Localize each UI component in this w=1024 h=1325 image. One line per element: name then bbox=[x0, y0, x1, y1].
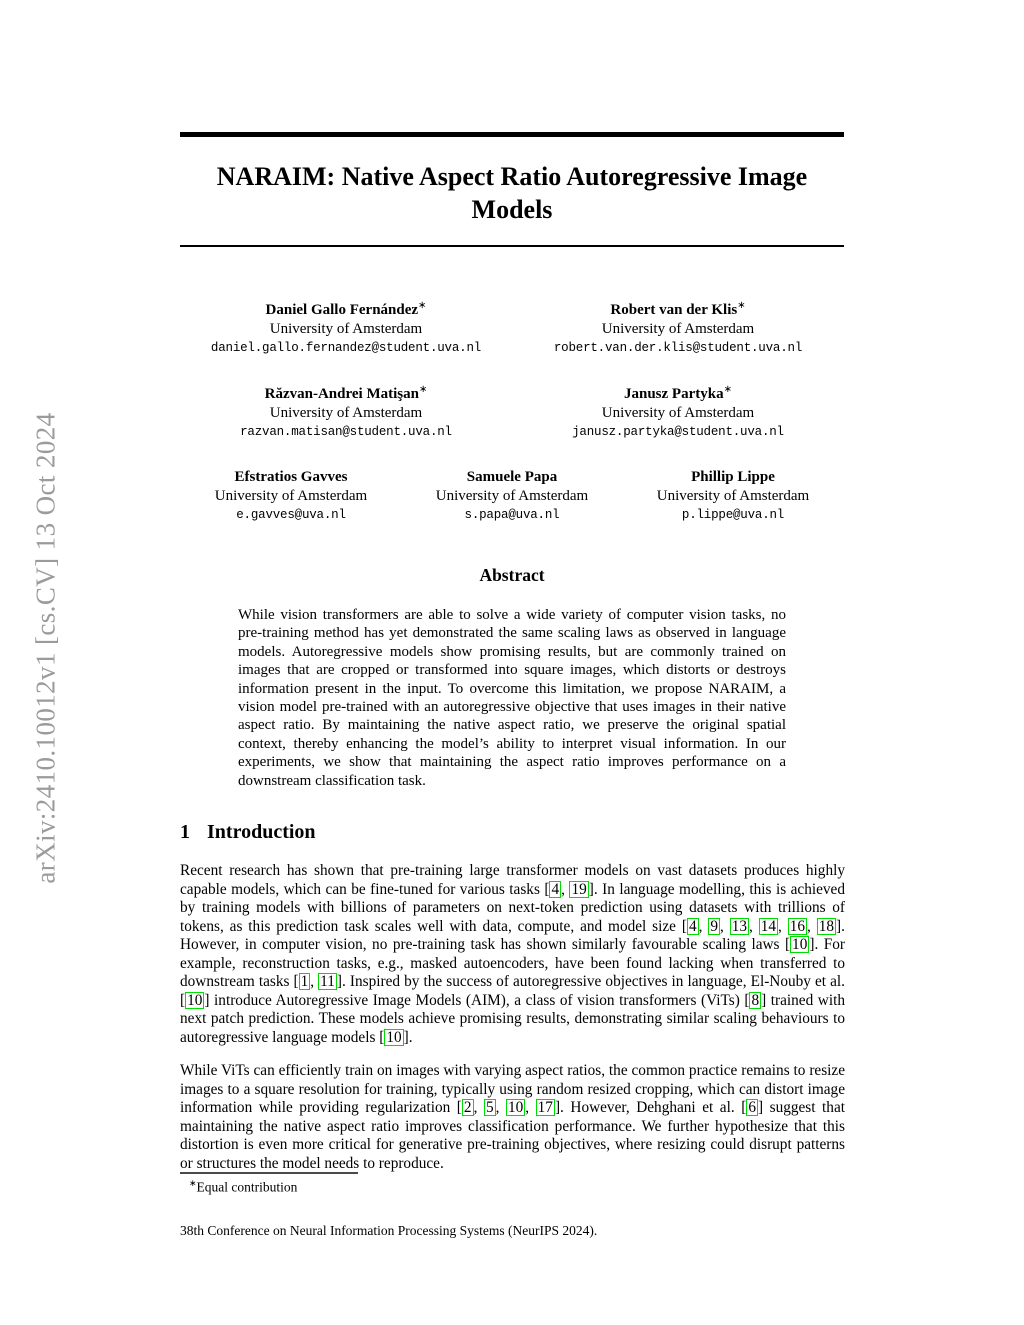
author-email: p.lippe@uva.nl bbox=[681, 508, 785, 522]
author-block bbox=[181, 463, 402, 525]
citation-link[interactable]: 13 bbox=[731, 917, 747, 935]
intro-paragraph-2: While ViTs can efficiently train on images with varying aspect ratios, the common practice remains to resize images to a square resolution for training, typically using random resized cropping, which can distort image information while providing regularization [ 2 , 5 , 10 , 17 ]. However, Dehghani et al. [ 6 ] suggest that maintaining the native aspect ratio improves classification performance. We further hypothesize that this distortion is even more critical for generative pre-training objectives, where resizing could disrupt patterns or structures the model needs to reproduce. bbox=[180, 1062, 845, 1172]
author-affiliation: University of Amsterdam bbox=[601, 405, 755, 421]
citation-link[interactable]: 5 bbox=[485, 1099, 494, 1116]
citation-link[interactable]: 4 bbox=[688, 917, 697, 935]
author-affiliation: University of Amsterdam bbox=[656, 488, 810, 504]
section-heading-introduction bbox=[180, 821, 316, 844]
equal-contribution-marker: ∗ bbox=[418, 384, 428, 395]
author-block bbox=[180, 296, 512, 358]
citation-link[interactable]: 14 bbox=[760, 917, 777, 935]
author-name: Samuele Papa bbox=[466, 469, 558, 485]
author-email: daniel.gallo.fernandez@student.uva.nl bbox=[210, 341, 482, 355]
equal-contribution-marker: ∗ bbox=[418, 300, 427, 311]
citation-link[interactable]: 17 bbox=[537, 1099, 553, 1116]
authors-row-1 bbox=[180, 296, 844, 358]
author-affiliation: University of Amsterdam bbox=[435, 488, 589, 504]
author-email: robert.van.der.klis@student.uva.nl bbox=[553, 341, 803, 355]
citation-link[interactable]: 4 bbox=[551, 880, 560, 898]
equal-contribution-footnote bbox=[189, 1178, 297, 1196]
arxiv-watermark: arXiv:2410.10012v1 [cs.CV] 13 Oct 2024 bbox=[30, 412, 61, 884]
equal-contribution-marker: ∗ bbox=[723, 384, 732, 395]
citation-link[interactable]: 16 bbox=[789, 917, 806, 935]
author-affiliation: University of Amsterdam bbox=[269, 321, 423, 337]
author-block bbox=[180, 380, 512, 442]
author-name: Daniel Gallo Fernández∗ bbox=[265, 300, 427, 318]
author-name: Robert van der Klis∗ bbox=[610, 300, 746, 318]
section-number: 1 bbox=[180, 821, 190, 843]
citation-link[interactable]: 10 bbox=[507, 1099, 524, 1116]
title-rule-bottom bbox=[180, 245, 844, 247]
author-name: Răzvan-Andrei Matişan∗ bbox=[264, 384, 428, 402]
section-title: Introduction bbox=[207, 821, 316, 843]
equal-contribution-marker: ∗ bbox=[737, 300, 746, 311]
citation-link[interactable]: 10 bbox=[792, 936, 808, 953]
author-affiliation: University of Amsterdam bbox=[269, 405, 423, 421]
citation-link[interactable]: 2 bbox=[463, 1099, 472, 1116]
author-block bbox=[512, 296, 844, 358]
citation-link[interactable]: 18 bbox=[818, 917, 835, 935]
author-email: s.papa@uva.nl bbox=[464, 508, 560, 522]
author-email: razvan.matisan@student.uva.nl bbox=[240, 425, 452, 439]
citation-link[interactable]: 10 bbox=[187, 991, 203, 1009]
conference-footer: 38th Conference on Neural Information Processing Systems (NeurIPS 2024). bbox=[180, 1223, 598, 1238]
citation-link[interactable]: 9 bbox=[710, 917, 718, 935]
citation-link[interactable]: 19 bbox=[571, 880, 587, 898]
author-block bbox=[623, 463, 844, 525]
author-email: e.gavves@uva.nl bbox=[236, 508, 346, 522]
authors-row-2 bbox=[180, 380, 844, 442]
author-name: Efstratios Gavves bbox=[234, 469, 348, 485]
paper-title: NARAIM: Native Aspect Ratio Autoregressive Image Models bbox=[216, 162, 808, 224]
intro-paragraph-1: Recent research has shown that pre-training large transformer models on vast datasets produces highly capable models, which can be fine-tuned for various tasks [ 4 , 19 ]. In language modelling, this is achieved by training models with billions of parameters on next-token prediction using datasets with trillions of tokens, as this prediction task scales well with data, compute, and model size [ 4 , 9 , 13 , 14 , 16 , 18 ]. However, in computer vision, no pre-training task has shown similarly favourable scaling laws [ 10 ]. For example, reconstruction tasks, e.g., masked autoencoders, have been found lacking when transferred to downstream tasks [ 1 , 11 ]. Inspired by the success of autoregressive objectives in language, El-Nouby et al. [ 10 ] introduce Autoregressive Image Models (AIM), a class of vision transformers (ViTs) [ 8 ] trained with next patch prediction. These models achieve promising results, demonstrating similar scaling behaviours to autoregressive language models [ 10 ]. bbox=[180, 862, 845, 1046]
citation-link[interactable]: 11 bbox=[320, 973, 335, 990]
citation-link[interactable]: 1 bbox=[300, 973, 309, 990]
abstract-heading: Abstract bbox=[479, 565, 545, 585]
author-affiliation: University of Amsterdam bbox=[214, 488, 368, 504]
footnote-marker: ∗ bbox=[189, 1178, 197, 1188]
citation-link[interactable]: 6 bbox=[748, 1099, 756, 1116]
author-name: Phillip Lippe bbox=[691, 469, 775, 485]
author-affiliation: University of Amsterdam bbox=[601, 321, 755, 337]
citation-link[interactable]: 8 bbox=[751, 991, 760, 1009]
footnote-text: Equal contribution bbox=[196, 1179, 298, 1195]
citation-link[interactable]: 10 bbox=[386, 1028, 402, 1046]
abstract-text: While vision transformers are able to solve a wide variety of computer vision tasks, no pre-training method has yet demonstrated the same scaling laws as observed in language models. Autoregressive models show promising results, but are commonly trained on images that are cropped or transformed into square images, which distorts or destroys information present in the input. To overcome this limitation, we propose NARAIM, a vision model pre-trained with an autoregressive objective that uses images in their native aspect ratio. By maintaining the native aspect ratio, we preserve the original spatial context, thereby enhancing the model’s ability to interpret visual information. In our experiments, we show that maintaining the aspect ratio improves performance on a downstream classification task. bbox=[238, 607, 786, 789]
footnote-rule bbox=[180, 1172, 358, 1174]
title-rule-top bbox=[180, 132, 844, 137]
authors-row-3 bbox=[180, 463, 844, 525]
author-block bbox=[512, 380, 844, 442]
author-name: Janusz Partyka∗ bbox=[624, 384, 732, 402]
author-email: janusz.partyka@student.uva.nl bbox=[572, 425, 784, 439]
author-block bbox=[402, 463, 623, 525]
